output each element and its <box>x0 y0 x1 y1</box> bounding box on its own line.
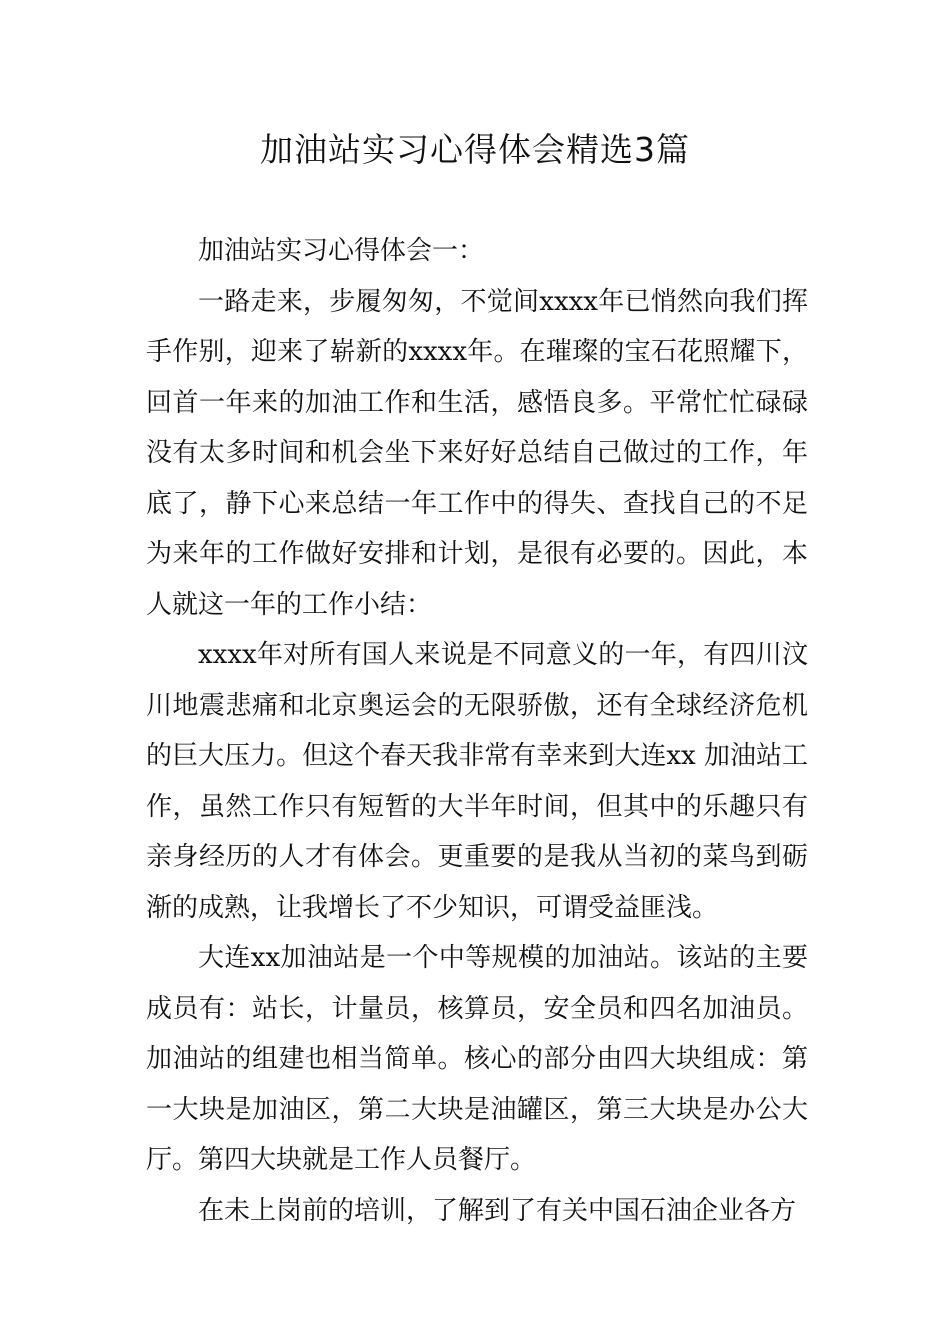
paragraph: 在未上岗前的培训，了解到了有关中国石油企业各方 <box>198 1195 797 1226</box>
paragraph: 大连xx加油站是一个中等规模的加油站。该站的主要成员有：站长，计量员，核算员，安全员和四名加油员。加油站的组建也相当简单。核心的部分由四大块组成：第一大块是加油区，第二大块是油罐区，第三大块是办公大厅。第四大块就是工作人员餐厅。 <box>146 943 808 1175</box>
paragraph: 一路走来，步履匆匆，不觉间xxxx年已悄然向我们挥手作别，迎来了崭新的xxxx年。在璀璨的宝石花照耀下，回首一年来的加油工作和生活，感悟良多。平常忙忙碌碌没有太多时间和机会坐下来好好总结自己做过的工作，年底了，静下心来总结一年工作中的得失、查找自己的不足为来年的工作做好安排和计划，是很有必要的。因此，本人就这一年的工作小结： <box>146 286 808 620</box>
paragraph: xxxx年对所有国人来说是不同意义的一年，有四川汶川地震悲痛和北京奥运会的无限骄傲，还有全球经济危机的巨大压力。但这个春天我非常有幸来到大连xx 加油站工作，虽然工作只有短暂的大半年时间，但其中的乐趣只有亲身经历的人才有体会。更重要的是我从当初的菜鸟到砺渐的成熟，让我增长了不少知识，可谓受益匪浅。 <box>146 640 808 923</box>
paragraph-heading: 加油站实习心得体会一： <box>198 236 485 266</box>
document-title: 加油站实习心得体会精选3篇 <box>260 130 690 169</box>
document-body <box>146 226 808 1236</box>
